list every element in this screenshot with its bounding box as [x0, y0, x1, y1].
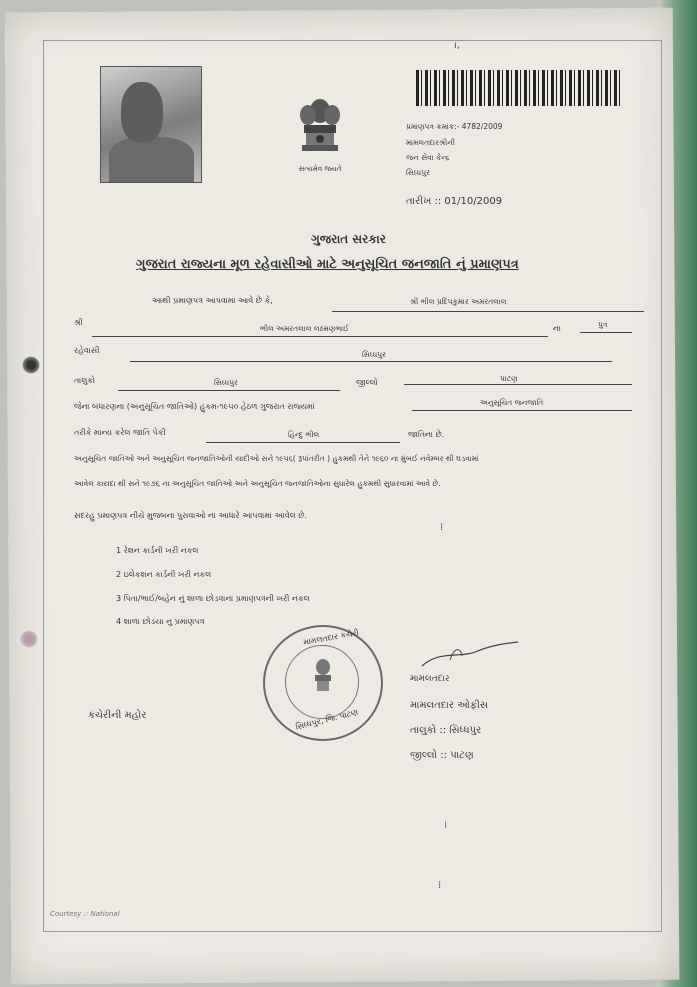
- emblem-motto: સત્યમેવ જયતે: [298, 165, 342, 173]
- applicant-photo: [100, 66, 202, 183]
- resident-underline: [130, 361, 612, 362]
- applicant-name: શ્રી ભીલ પ્રદિપકુમાર અમરતલાલ: [410, 297, 507, 306]
- order-value: અનુસૂચિત જનજાતિ: [480, 398, 544, 407]
- district-value: પાટણ: [500, 374, 518, 383]
- resident-value: સિધ્ધપુર: [362, 350, 386, 359]
- taluka-underline: [118, 390, 340, 391]
- district-underline: [404, 384, 632, 385]
- signatory-title: મામલતદાર: [410, 674, 450, 684]
- evidence-item-3: 3 પિતા/ભાઈ/બહેન નું શાળા છોડવાના પ્રમાણપત્રની ખરી નકલ: [116, 594, 310, 603]
- government-heading: ગુજરાત સરકાર: [311, 232, 386, 246]
- ink-mark: ⁞: [440, 522, 444, 533]
- punch-hole: [22, 356, 40, 374]
- seal-top-text: મામલતદાર કચેરી: [302, 628, 360, 647]
- certificate-number: પ્રમાણપત્ર ક્રમાંક:- 4782/2009: [406, 122, 503, 131]
- certificate-title: ગુજરાત રાજ્યના મૂળ રહેવાસીઓ માટે અનુસૂચિત જનજાતિ નું પ્રમાણપત્ર: [136, 257, 519, 272]
- office-line-2: જન સેવા કેન્દ્ર: [406, 153, 450, 162]
- relation-value: પુત્ર: [598, 320, 608, 329]
- office-seal: [263, 625, 383, 741]
- shri-label: શ્રી: [74, 318, 83, 327]
- evidence-item-4: 4 શાળા છોડયા નુ પ્રમાણપત્ર: [116, 617, 205, 626]
- intro-label: આથી પ્રમાણપત્ર આપવામા આવે છે કે,: [152, 296, 273, 305]
- relation-underline: [580, 332, 632, 333]
- office-stamp-label: કચેરીની મહોર: [88, 710, 147, 721]
- evidence-item-1: 1 રેશન કાર્ડની ખરી નકલ: [116, 546, 199, 555]
- barcode: [416, 70, 621, 106]
- signatory-district: જીલ્લો :: પાટણ: [410, 750, 474, 761]
- office-line-3: સિધ્ધપુર: [406, 168, 430, 177]
- punch-hole-mark: [20, 630, 38, 648]
- paragraph-1: અનુસૂચિત જાતિઓ અને અનુસૂચિત જનજાતિઓની યાદીઓ સને ૧૯૫૬( રૂપાંતરીત ) હુકમથી તેને ૧૯૬૦ ના મુંબઈ નવેમ્બર થી ઘડવામાં: [74, 454, 479, 463]
- paragraph-3: સદરહુ પ્રમાણપત્ર નીચે મુજબના પુરાવાઓ ના આધારે આપવામાં આવેલ છે.: [74, 511, 308, 520]
- ink-mark: ⁞: [444, 820, 448, 831]
- ink-mark: ı,: [454, 40, 460, 51]
- recognized-label: તરીકે માન્ય કરેલ જાતિ પેકી: [74, 428, 166, 437]
- national-emblem: [292, 95, 348, 175]
- ashoka-emblem-icon: [292, 95, 348, 165]
- issue-date: તારીખ :: 01/10/2009: [406, 196, 503, 207]
- name-underline: [332, 311, 644, 312]
- father-name: ભીલ અમરતલાલ લક્ષ્મણભાઈ: [260, 324, 349, 333]
- taluka-value: સિધ્ધપુર: [214, 378, 238, 387]
- father-underline: [92, 336, 548, 337]
- district-label: જીલ્લો: [356, 378, 378, 387]
- taluka-label: તાલુકો: [74, 376, 95, 385]
- office-line-1: મામલતદારશ્રીની: [406, 138, 455, 147]
- footer-courtesy: Courtesy :: National: [50, 910, 120, 918]
- paragraph-2: આવેલ કાયદા થી સને ૧૯૭૬ ના અનુસૂચિત જાતિઓ અને અનુસૂચિત જનજાતિઓના સુધારેલ હુકમથી સુધારવામાં આવે છે.: [74, 479, 441, 488]
- resident-label: રહેવાસી: [74, 346, 100, 355]
- evidence-item-2: 2 ઇલેકશન કાર્ડની ખરી નકલ: [116, 570, 212, 579]
- signature-icon: [420, 640, 520, 670]
- na-label: ના: [553, 324, 561, 333]
- caste-value: હિન્દુ ભીલ: [288, 430, 320, 439]
- ink-mark: ⁞: [438, 880, 442, 891]
- signatory-office: મામલતદાર ઓફીસ: [410, 700, 488, 711]
- seal-bottom-text: સિધ્ધપુર, જિ. પાટણ: [294, 707, 359, 732]
- signatory-taluka: તાલુકો :: સિધ્ધપુર: [410, 725, 482, 736]
- seal-emblem-icon: [307, 657, 339, 697]
- caste-suffix: જાતિના છે.: [408, 430, 445, 439]
- caste-underline: [206, 442, 400, 443]
- order-label: જેના બંધારણના (અનુસૂચિત જાતિઓ) હુકમ-૧૯૫૦ હેઠળ ગુજરાત રાજ્યમાં: [74, 402, 315, 411]
- order-underline: [412, 410, 632, 411]
